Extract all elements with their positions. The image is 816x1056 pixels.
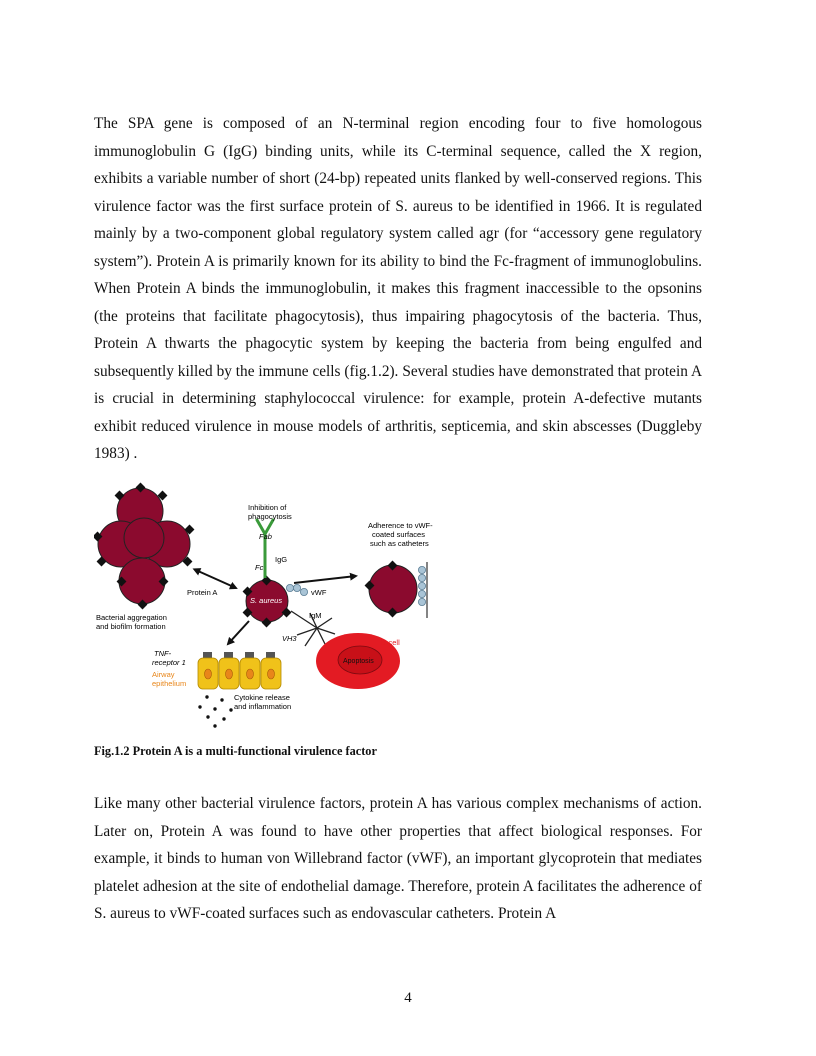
- epithelium-arrow: [228, 621, 249, 644]
- tnf-label-1: TNF-: [154, 649, 172, 658]
- airway-label-2: epithelium: [152, 679, 187, 688]
- figure-caption: Fig.1.2 Protein A is a multi-functional virulence factor: [94, 744, 377, 758]
- airway-label-1: Airway: [152, 670, 175, 679]
- vwf-label: vWF: [311, 588, 327, 597]
- adherent-bacterium: [369, 565, 417, 613]
- s-aureus-label: S. aureus: [250, 596, 283, 605]
- page-number: 4: [404, 990, 412, 1006]
- igg-label: IgG: [275, 555, 288, 564]
- body-paragraph-1: The SPA gene is composed of an N-terminal region encoding four to five homologous immunoglobulin G (IgG) binding units, while its C-terminal sequence, called the X region, exhibits a variable number of short (24-bp) repeated units flanked by well-conserved regions. This virulence factor was the first surface protein of S. aureus to be identified in 1966. It is regulated mainly by a two-component global regulatory system called agr (for “accessory gene regulatory system”). Protein A is primarily known for its ability to bind the Fc-fragment of immunoglobulins. When Protein A binds the immunoglobulin, it makes this fragment inaccessible to the opsonins (the proteins that facilitate phagocytosis), thus impairing phagocytosis of the bacteria. Thus, Protein A thwarts the phagocytic system by keeping the bacteria from being engulfed and subsequently killed by the immune cells (fig.1.2). Several studies have demonstrated that protein A is crucial in determining staphylococcal virulence: for example, protein A-defective mutants exhibit reduced virulence in mouse models of arthritis, septicemia, and skin abscesses (Duggleby 1983) .: [94, 115, 702, 462]
- apoptosis-label: Apoptosis: [343, 658, 374, 665]
- cytokine-dots: [198, 695, 232, 727]
- cytokine-label-2: and inflammation: [234, 702, 292, 711]
- bacterial-cluster: [94, 483, 194, 610]
- vwf-beads: [286, 584, 307, 595]
- aggregation-label-2: and biofilm formation: [96, 622, 166, 631]
- igm-label: IgM: [309, 611, 322, 620]
- protein-a-figure: [94, 478, 454, 734]
- protein-a-diagram: [94, 478, 454, 734]
- adherence-label-2: coated surfaces: [372, 530, 425, 539]
- fc-label: Fc: [255, 563, 264, 572]
- adherence-arrow: [294, 576, 356, 583]
- airway-epithelium: [198, 652, 281, 689]
- body-paragraph-2: Like many other bacterial virulence factors, protein A has various complex mechanisms of action. Later on, Protein A was found to have other properties that affect biological responses. For example, it binds to human von Willebrand factor (vWF), an important glycoprotein that mediates platelet adhesion at the site of endothelial damage. Therefore, protein A facilitates the adherence of S. aureus to vWF-coated surfaces such as endovascular catheters. Protein A: [94, 795, 702, 922]
- protein-a-arrow: [198, 571, 236, 588]
- cytokine-label-1: Cytokine release: [234, 693, 290, 702]
- adherence-label-3: such as catheters: [370, 539, 429, 548]
- tnf-label-2: receptor 1: [152, 658, 186, 667]
- aggregation-label-1: Bacterial aggregation: [96, 613, 167, 622]
- inhibition-label-1: Inhibition of: [248, 503, 287, 512]
- adherence-label-1: Adherence to vWF-: [368, 521, 433, 530]
- catheter-surface: [418, 562, 427, 618]
- fab-label: Fab: [259, 532, 272, 541]
- b-cell-label: B-cell: [381, 638, 400, 647]
- vh3-label: VH3: [282, 634, 297, 643]
- inhibition-label-2: phagocytosis: [248, 512, 292, 521]
- protein-a-label: Protein A: [187, 588, 218, 597]
- bacterium-center: [124, 518, 164, 558]
